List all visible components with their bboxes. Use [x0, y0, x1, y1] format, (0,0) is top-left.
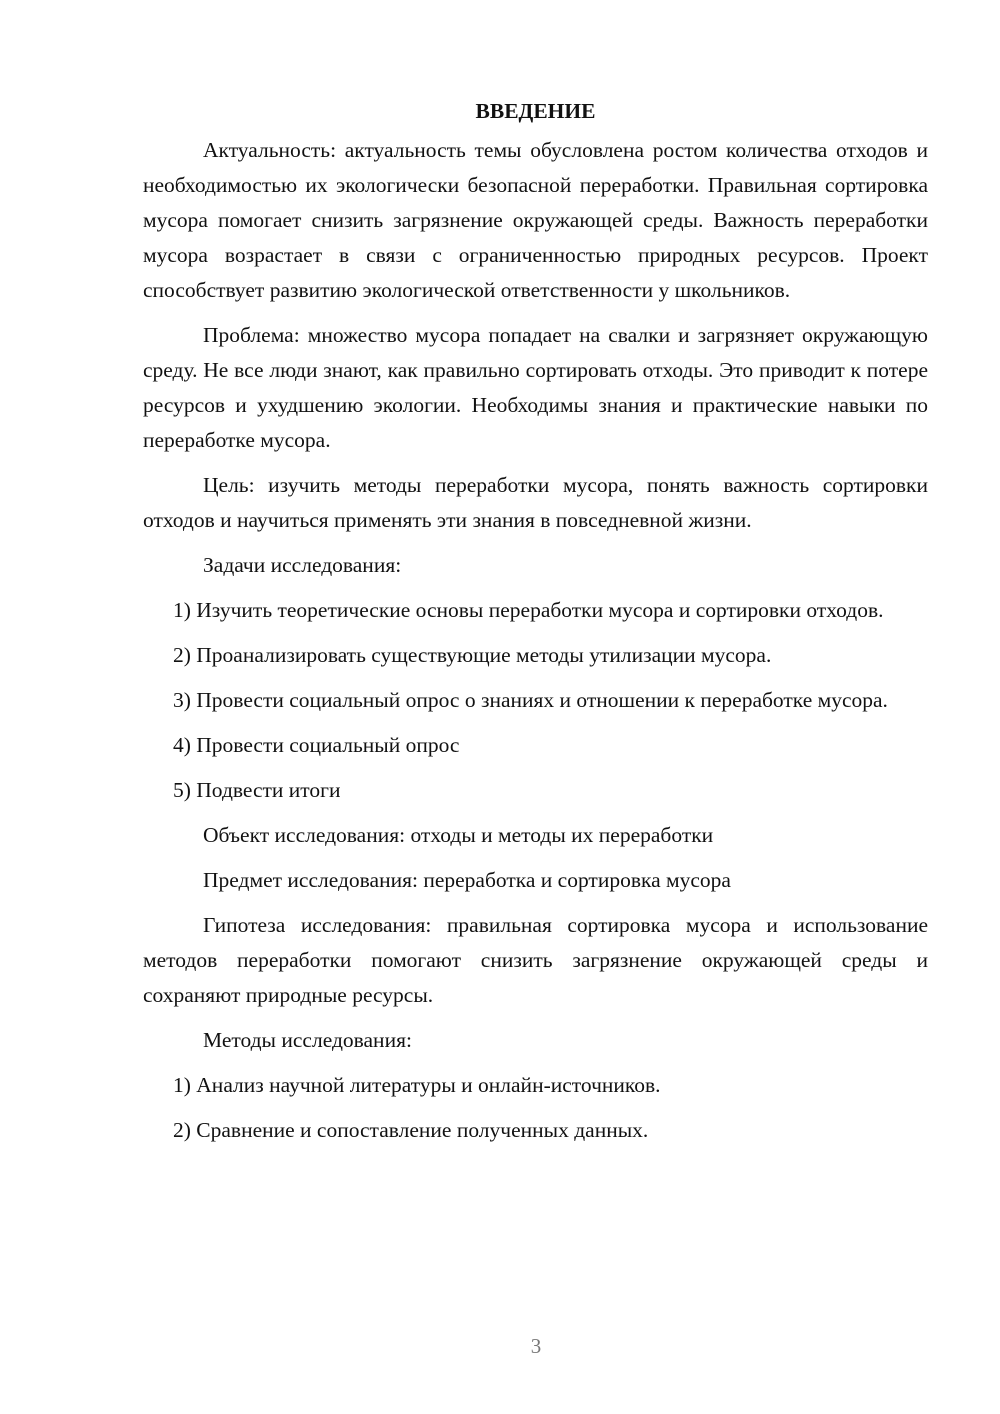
page-title: ВВЕДЕНИЕ	[475, 99, 596, 123]
task-item: 1) Изучить теоретические основы переработки мусора и сортировки отходов.	[173, 598, 884, 622]
problem-paragraph: Проблема: множество мусора попадает на свалки и загрязняет окружающую среду. Не все люди знают, как правильно сортировать отходы. Это приводит к потере ресурсов и ухудшению экологии. Необходимы знания и практические навыки по переработке мусора.	[143, 323, 928, 452]
methods-heading: Методы исследования:	[203, 1028, 412, 1052]
goal-paragraph: Цель: изучить методы переработки мусора, понять важность сортировки отходов и научиться применять эти знания в повседневной жизни.	[143, 473, 928, 532]
relevance-paragraph: Актуальность: актуальность темы обусловлена ростом количества отходов и необходимостью их экологически безопасной переработки. Правильная сортировка мусора помогает снизить загрязнение окружающей среды. Важность переработки мусора возрастает в связи с ограниченностью природных ресурсов. Проект способствует развитию экологической ответственности у школьников.	[143, 138, 928, 302]
method-item: 2) Сравнение и сопоставление полученных данных.	[173, 1118, 649, 1142]
task-item: 3) Провести социальный опрос о знаниях и отношении к переработке мусора.	[173, 688, 888, 712]
page-number: 3	[530, 1334, 542, 1358]
method-item: 1) Анализ научной литературы и онлайн-источников.	[173, 1073, 661, 1097]
task-item: 2) Проанализировать существующие методы утилизации мусора.	[173, 643, 772, 667]
subject-paragraph: Предмет исследования: переработка и сортировка мусора	[203, 868, 731, 892]
hypothesis-paragraph: Гипотеза исследования: правильная сортировка мусора и использование методов переработки помогают снизить загрязнение окружающей среды и сохраняют природные ресурсы.	[143, 913, 928, 1007]
object-paragraph: Объект исследования: отходы и методы их переработки	[203, 823, 714, 847]
task-item: 4) Провести социальный опрос	[173, 733, 460, 757]
page-content	[143, 96, 928, 1158]
task-item: 5) Подвести итоги	[173, 778, 341, 802]
tasks-heading: Задачи исследования:	[203, 553, 402, 577]
